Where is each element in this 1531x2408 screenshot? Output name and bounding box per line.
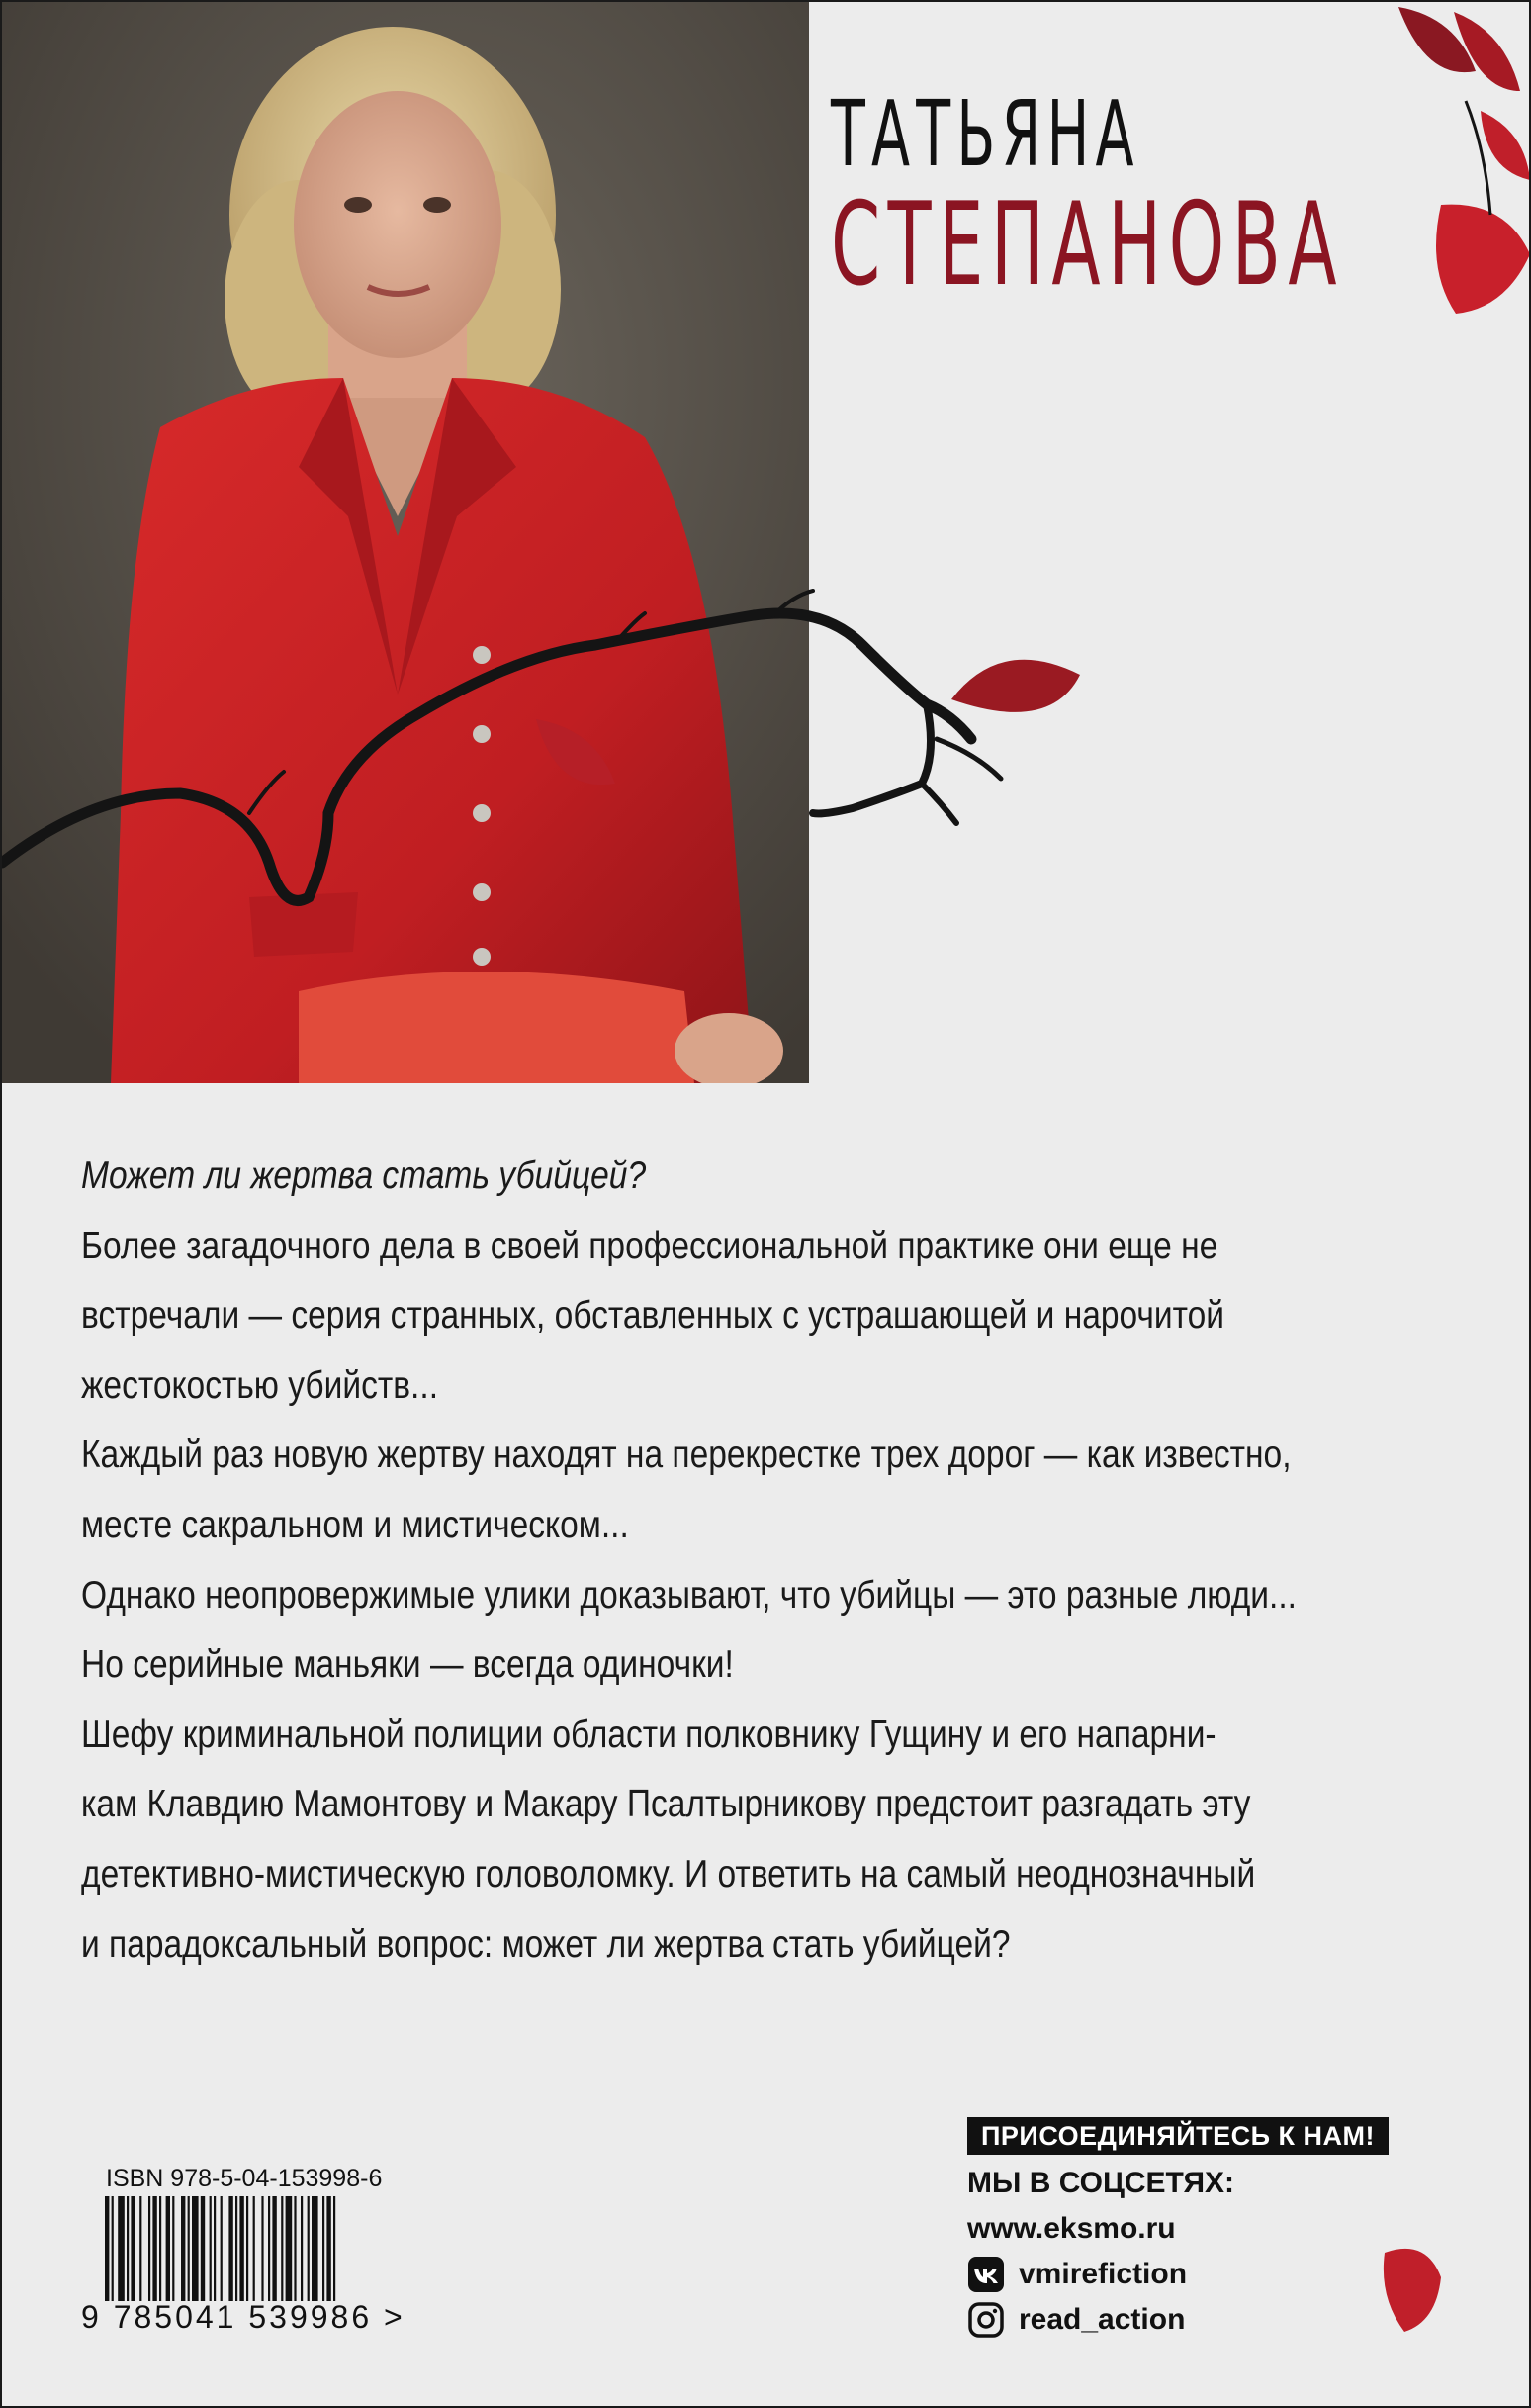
barcode-bar [127, 2196, 129, 2301]
red-leaf [951, 660, 1080, 712]
red-leaf [1384, 2249, 1441, 2332]
barcode-bar [308, 2196, 310, 2301]
red-leaf [1454, 12, 1520, 91]
social-subtitle: МЫ В СОЦСЕТЯХ: [967, 2167, 1235, 2199]
barcode-digits: 9 785041 539986 > [81, 2299, 405, 2335]
barcode-bar [281, 2196, 283, 2301]
barcode-bar [105, 2196, 109, 2301]
barcode-bar [228, 2196, 232, 2301]
annotation-line: Однако неопровержимые улики доказывают, что убийцы — это разные люди... [81, 1573, 1297, 1617]
vk-handle: vmirefiction [1019, 2258, 1188, 2290]
barcode-bar [188, 2196, 190, 2301]
annotation-line: Шефу криминальной полиции области полковнику Гущину и его напарни- [81, 1713, 1216, 1756]
barcode-bar [214, 2196, 216, 2301]
annotation-lead: Может ли жертва стать убийцей? [81, 1155, 647, 1197]
barcode-bar [112, 2196, 114, 2301]
barcode-bar [333, 2196, 335, 2301]
red-leaf [1398, 7, 1476, 72]
barcode-icon [105, 2196, 402, 2301]
barcode-bar [192, 2196, 199, 2301]
annotation-line: и парадоксальный вопрос: может ли жертва стать убийцей? [81, 1922, 1011, 1966]
vk-link[interactable] [967, 2256, 1389, 2293]
branch-twig [937, 739, 1001, 779]
barcode-bar [235, 2196, 237, 2301]
annotation-line: Но серийные маньяки — всегда одиночки! [81, 1643, 734, 1687]
author-last-name: СТЕПАНОВА [831, 178, 1345, 312]
barcode-bar [261, 2196, 263, 2301]
barcode-bar [210, 2196, 212, 2301]
instagram-link[interactable] [967, 2301, 1389, 2339]
barcode-bar [172, 2196, 174, 2301]
barcode-bar [201, 2196, 205, 2301]
isbn-number: ISBN 978-5-04-153998-6 [106, 2165, 383, 2192]
annotation-line: детективно-мистическую головоломку. И ответить на самый неоднозначный [81, 1852, 1256, 1896]
annotation-line: месте сакральном и мистическом... [81, 1503, 629, 1546]
author-name [831, 81, 1531, 312]
annotation-line: Более загадочного дела в своей профессиональной практике они еще не [81, 1224, 1218, 1267]
barcode-bar [322, 2196, 324, 2301]
author-portrait [2, 2, 809, 1083]
barcode-bar [131, 2196, 135, 2301]
branch-twig [813, 704, 931, 813]
vk-icon [967, 2256, 1005, 2293]
barcode-bar [221, 2196, 223, 2301]
barcode-bar [272, 2196, 276, 2301]
barcode-bar [253, 2196, 255, 2301]
book-annotation [81, 1142, 1466, 1980]
barcode-bar [326, 2196, 330, 2301]
annotation-line: жестокостью убийств... [81, 1363, 439, 1407]
annotation-line: кам Клавдию Мамонтову и Макару Псалтырникову предстоит разгадать эту [81, 1783, 1251, 1826]
annotation-line: встречали — серия странных, обставленных с устрашающей и нарочитой [81, 1294, 1225, 1338]
join-us-banner: ПРИСОЕДИНЯЙТЕСЬ К НАМ! [967, 2117, 1389, 2155]
barcode-bar [294, 2196, 296, 2301]
barcode-bar [181, 2196, 185, 2301]
author-first-name: ТАТЬЯНА [831, 81, 1140, 187]
barcode-bar [148, 2196, 150, 2301]
barcode-bar [301, 2196, 303, 2301]
author-photo [2, 2, 809, 1083]
website-link[interactable]: www.eksmo.ru [967, 2212, 1176, 2245]
barcode-bar [159, 2196, 161, 2301]
instagram-icon [967, 2301, 1005, 2339]
annotation-line: Каждый раз новую жертву находят на перекрестке трех дорог — как известно, [81, 1434, 1292, 1477]
barcode-bar [312, 2196, 318, 2301]
barcode-bar [239, 2196, 243, 2301]
barcode-bar [118, 2196, 125, 2301]
social-block [967, 2117, 1389, 2339]
barcode-bar [268, 2196, 270, 2301]
barcode-bar [246, 2196, 248, 2301]
barcode-bar [286, 2196, 293, 2301]
branch-twig [922, 784, 956, 823]
instagram-handle: read_action [1019, 2303, 1186, 2336]
barcode-bar [139, 2196, 141, 2301]
barcode-bar [166, 2196, 170, 2301]
barcode-bar [152, 2196, 156, 2301]
